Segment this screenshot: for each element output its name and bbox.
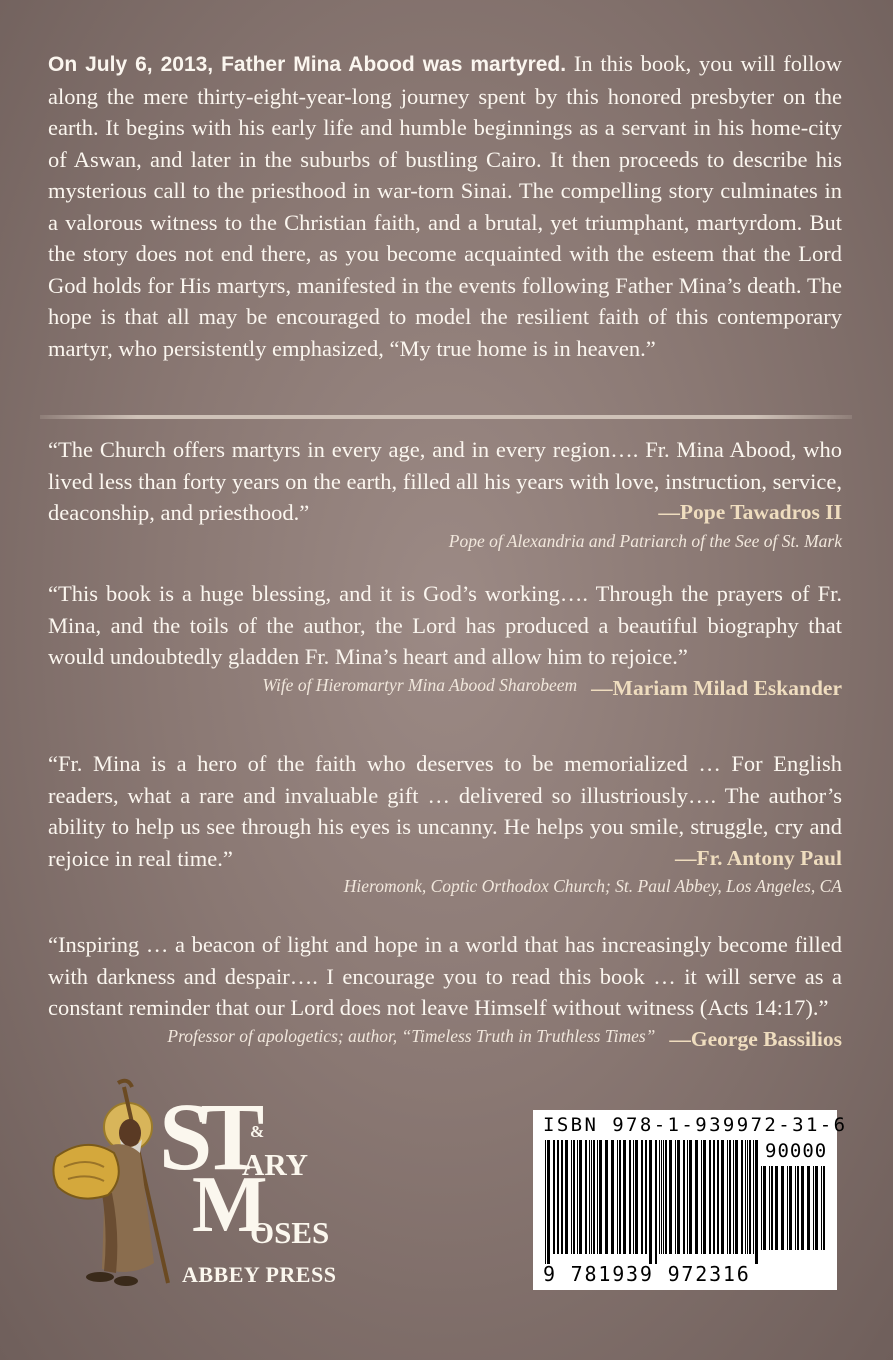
- barcode-bar: [695, 1140, 698, 1254]
- barcode-bar: [763, 1166, 766, 1250]
- endorsement-george-bassilios: [48, 929, 842, 1055]
- barcode-bar: [553, 1140, 555, 1254]
- barcode-bar: [761, 1166, 762, 1250]
- barcode-bar: [747, 1140, 748, 1254]
- barcode-bar: [749, 1140, 751, 1254]
- endorsement-mariam-eskander: [48, 578, 842, 704]
- endorsement-antony-paul: [48, 748, 842, 897]
- ean-barcode-bars: [545, 1140, 760, 1264]
- logo-oses: OSES: [250, 1215, 330, 1250]
- endorsement-pope-tawadros: [48, 434, 842, 552]
- barcode-bar: [665, 1140, 667, 1254]
- price-barcode-bars: [761, 1166, 831, 1260]
- isbn-barcode: [533, 1110, 848, 1290]
- barcode-bar: [729, 1140, 731, 1254]
- barcode-bar: [801, 1166, 804, 1250]
- publisher-logo: [46, 1075, 346, 1305]
- logo-ampersand: &: [250, 1122, 265, 1141]
- barcode-bar: [677, 1140, 680, 1254]
- barcode-bar: [557, 1140, 559, 1254]
- endorsement-role: Wife of Hieromartyr Mina Abood Sharobeem: [262, 674, 578, 695]
- logo-m: M: [192, 1161, 268, 1249]
- saint-moses-icon: [46, 1075, 176, 1305]
- barcode-bar: [599, 1140, 602, 1254]
- barcode-bar: [713, 1140, 715, 1254]
- barcode-bar: [565, 1140, 568, 1254]
- barcode-bar: [571, 1140, 572, 1254]
- barcode-bar: [659, 1140, 660, 1254]
- barcode-bar: [545, 1140, 546, 1264]
- logo-st: ST: [159, 1083, 253, 1190]
- price-code: 90000: [765, 1140, 828, 1162]
- intro-body: In this book, you will follow along the mere thirty-eight-year-long journey spent by this honored presbyter on the earth. It begins with his early life and humble beginnings as a servant in his home-city of Aswan, and later in the suburbs of bustling Cairo. It then proceeds to describe his mysterious call to the priesthood in war-torn Sinai. The compelling story culminates in a valorous witness to the Christian faith, and a brutal, yet triumphant, martyrdom. But the story does not end there, as you become acquainted with the esteem that the Lord God holds for His martyrs, manifested in the events following Father Mina’s death. The hope is that all may be encouraged to model the resilient faith of this contemporary martyr, who persistently emphasized, “My true home is in heaven.”: [48, 51, 843, 361]
- barcode-bar: [755, 1140, 758, 1264]
- barcode-bar: [735, 1140, 738, 1254]
- barcode-bar: [663, 1140, 664, 1254]
- endorsement-author: —Pope Tawadros II: [658, 500, 842, 524]
- barcode-bar: [579, 1140, 582, 1254]
- barcode-bar: [727, 1140, 728, 1254]
- barcode-bar: [721, 1140, 724, 1254]
- endorsement-text: [48, 434, 842, 529]
- barcode-bar: [605, 1140, 608, 1254]
- barcode-bar: [745, 1140, 746, 1254]
- intro-lead: On July 6, 2013, Father Mina Abood was martyred.: [48, 53, 567, 76]
- barcode-bar: [675, 1140, 676, 1254]
- barcode-bar: [815, 1166, 818, 1250]
- barcode-bar: [703, 1140, 706, 1254]
- barcode-bar: [683, 1140, 685, 1254]
- barcode-bar: [797, 1166, 799, 1250]
- endorsement-role: Professor of apologetics; author, “Timeless Truth in Truthless Times”: [167, 1025, 656, 1046]
- endorsement-author: —Fr. Antony Paul: [674, 845, 842, 870]
- barcode-bar: [813, 1166, 814, 1250]
- endorsement-text: [48, 748, 842, 874]
- barcode-bar: [629, 1140, 631, 1254]
- barcode-bar: [591, 1140, 592, 1254]
- barcode-bar: [821, 1166, 822, 1250]
- barcode-bar: [597, 1140, 598, 1254]
- barcode-bar: [589, 1140, 590, 1254]
- barcode-bar: [669, 1140, 672, 1254]
- barcode-bar: [641, 1140, 643, 1254]
- quote-text: “Fr. Mina is a hero of the faith who deserves to be memorialized … For English readers, what a rare and invaluable gift … delivered so illustriously…. The author’s ability to help us see through his eyes is uncanny. He helps you smile, struggle, cry and rejoice in real time.”: [48, 751, 842, 871]
- barcode-bar: [781, 1166, 784, 1250]
- barcode-bar: [771, 1166, 773, 1250]
- barcode-bar: [701, 1140, 702, 1254]
- barcode-bar: [775, 1166, 778, 1250]
- barcode-bar: [645, 1140, 647, 1254]
- barcode-bar: [633, 1140, 634, 1254]
- barcode-bar: [807, 1166, 810, 1250]
- ean-digits: 9 781939 972316: [543, 1262, 751, 1286]
- barcode-bar: [689, 1140, 692, 1254]
- divider-line: [40, 415, 852, 419]
- endorsement-role: Hieromonk, Coptic Orthodox Church; St. Paul Abbey, Los Angeles, CA: [343, 876, 842, 896]
- barcode-bar: [611, 1140, 614, 1254]
- barcode-bar: [619, 1140, 621, 1254]
- barcode-bar: [577, 1140, 578, 1254]
- barcode-bar: [573, 1140, 575, 1254]
- barcode-bar: [823, 1166, 825, 1250]
- barcode-bar: [795, 1166, 796, 1250]
- barcode-bar: [623, 1140, 626, 1254]
- intro-paragraph: [48, 48, 842, 364]
- barcode-bar: [753, 1140, 754, 1254]
- endorsement-role: Pope of Alexandria and Patriarch of the See of St. Mark: [448, 530, 842, 551]
- barcode-bar: [655, 1140, 657, 1264]
- logo-ary: ARY: [242, 1147, 309, 1182]
- logo-abbey-press: ABBEY PRESS: [182, 1262, 337, 1287]
- barcode-bar: [593, 1140, 595, 1254]
- isbn-number: ISBN 978-1-939972-31-6: [543, 1114, 848, 1136]
- barcode-bar: [649, 1140, 652, 1264]
- barcode-bar: [789, 1166, 792, 1250]
- barcode-bar: [741, 1140, 743, 1254]
- quote-text: “Inspiring … a beacon of light and hope in a world that has increasingly become filled with darkness and despair…. I encourage you to read this book … it will serve as a constant reminder that our Lord does not leave Himself without witness (Acts 14:17).”: [48, 932, 842, 1020]
- barcode-bar: [687, 1140, 688, 1254]
- barcode-bar: [547, 1140, 550, 1264]
- barcode-bar: [717, 1140, 719, 1254]
- barcode-bar: [617, 1140, 618, 1254]
- barcode-bar: [733, 1140, 734, 1254]
- barcode-bar: [661, 1140, 662, 1254]
- quote-text: “The Church offers martyrs in every age, and in every region…. Fr. Mina Abood, who lived less than forty years on the earth, filled all his years with love, instruction, service, deaconship, and priesthood.”: [48, 437, 842, 525]
- quote-text: “This book is a huge blessing, and it is God’s working…. Through the prayers of Fr. Mina, and the toils of the author, the Lord has produced a beautiful biography that would undoubtedly gladden Fr. Mina’s heart and allow him to rejoice.”: [48, 581, 842, 669]
- barcode-bar: [787, 1166, 788, 1250]
- barcode-bar: [769, 1166, 770, 1250]
- endorsement-author: —Mariam Milad Eskander: [591, 675, 842, 700]
- barcode-bar: [635, 1140, 638, 1254]
- endorsement-author: —George Bassilios: [669, 1026, 842, 1051]
- barcode-bar: [709, 1140, 711, 1254]
- barcode-bar: [561, 1140, 563, 1254]
- barcode-bar: [585, 1140, 587, 1254]
